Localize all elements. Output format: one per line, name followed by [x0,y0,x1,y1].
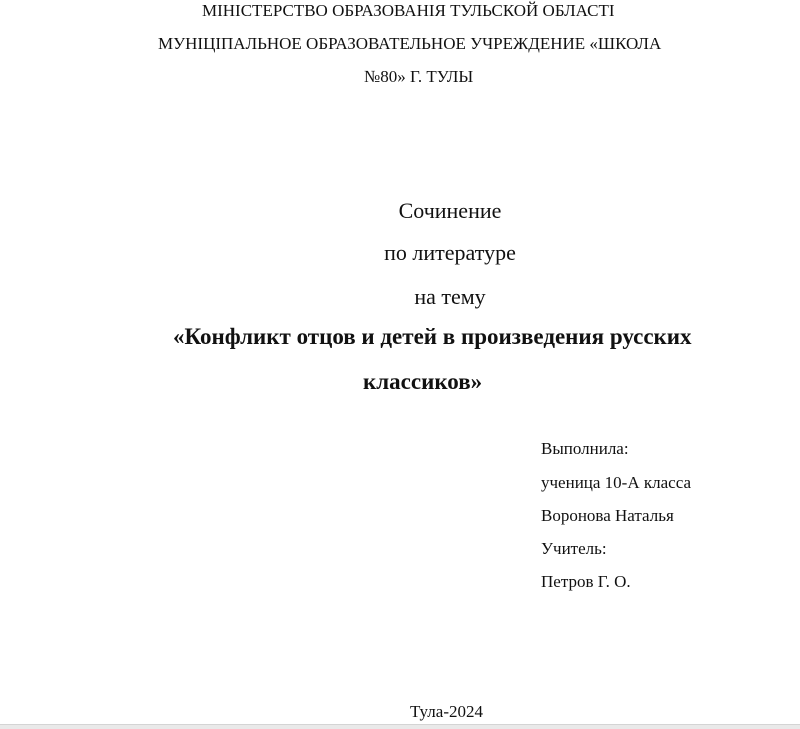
teacher-label: Учитель: [541,539,607,558]
title-subject: по литературе [384,240,516,265]
author-name: Воронова Наталья [541,506,674,525]
title-on-topic: на тему [414,284,486,309]
page-bottom-edge [0,724,800,729]
topic-line-2: классиков» [363,369,483,394]
author-label: Выполнила: [541,439,629,458]
header-ministry: МІНІСТЕРСТВО ОБРАЗОВАНІЯ ТУЛЬСКОЙ ОБЛАСТІ [202,1,615,20]
title-essay: Сочинение [398,198,502,223]
header-school-city: №80» Г. ТУЛЫ [364,67,474,86]
topic-line-1: «Конфликт отцов и детей в произведения русских [173,324,692,349]
header-institution: МУНІЦІПАЛЬНОЕ ОБРАЗОВАТЕЛЬНОЕ УЧРЕЖДЕНИЕ «ШКОЛА [158,34,662,53]
teacher-name: Петров Г. О. [541,572,631,591]
footer-city-year: Тула-2024 [410,702,483,721]
author-class: ученица 10-А класса [541,473,692,492]
